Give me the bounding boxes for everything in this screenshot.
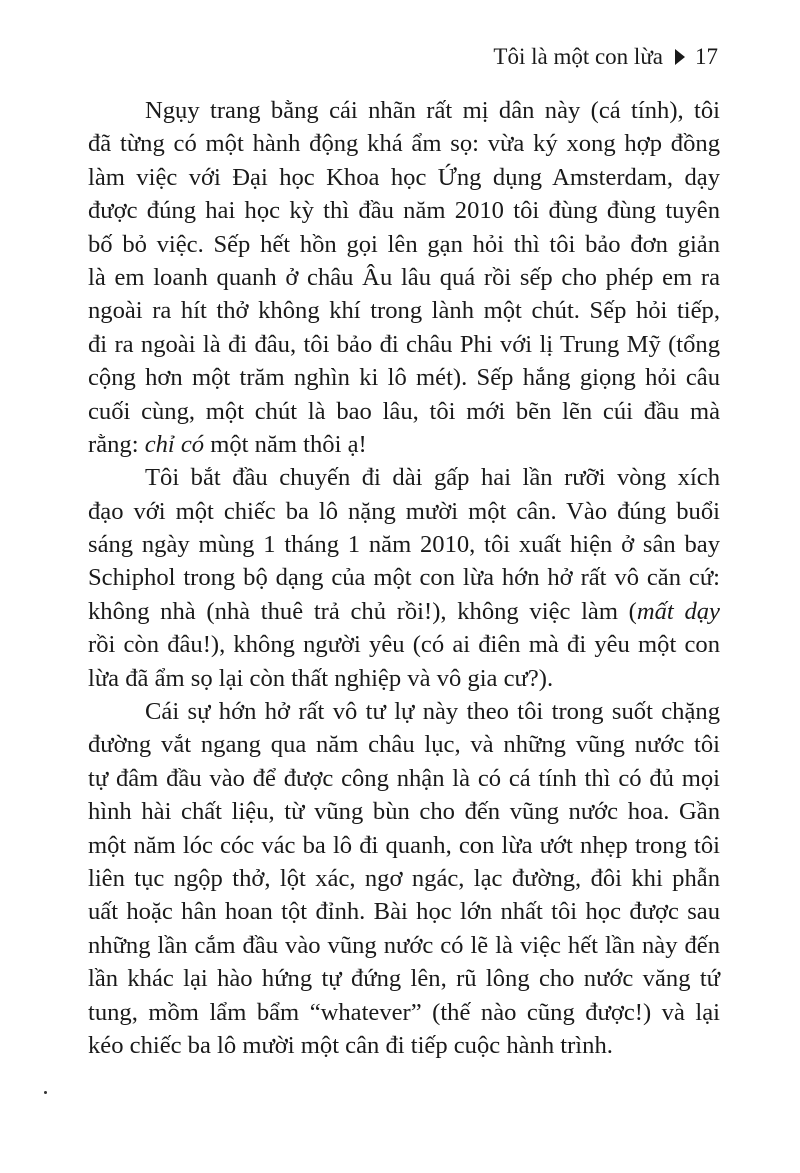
paragraph-3	[88, 695, 720, 1062]
text-line: là em loanh quanh ở châu Âu lâu quá rồi sếp cho phép em ra	[88, 263, 720, 291]
body-text	[88, 94, 720, 1062]
text-line: Schiphol trong bộ dạng của một con lừa hớn hở rất vô căn cứ:	[88, 564, 720, 592]
text-line: hình hài chất liệu, từ vũng bùn cho đến vũng nước hoa. Gần	[88, 798, 720, 826]
text-line: lần khác lại hào hứng tự đứng lên, rũ lông cho nước văng tứ	[88, 965, 720, 993]
text-line: rồi còn đâu!), không người yêu (có ai điên mà đi yêu một con	[88, 631, 720, 659]
paragraph-1	[88, 94, 720, 461]
text-line: Cái sự hớn hở rất vô tư lự này theo tôi trong suốt chặng	[145, 698, 720, 726]
text-line: kéo chiếc ba lô mười một cân đi tiếp cuộc hành trình.	[88, 1031, 613, 1059]
text-line: những lần cắm đầu vào vũng nước có lẽ là việc hết lần này đến	[88, 931, 720, 959]
scan-speck	[44, 1091, 47, 1094]
running-head	[493, 44, 718, 70]
text-line: Ngụy trang bằng cái nhãn rất mị dân này (cá tính), tôi	[145, 97, 720, 124]
page-number: 17	[695, 44, 718, 69]
text-line: một năm lóc cóc vác ba lô đi quanh, con lừa ướt nhẹp trong tôi	[88, 831, 720, 859]
text-line: ngoài ra hít thở không khí trong lành một chút. Sếp hỏi tiếp,	[88, 297, 720, 325]
text-line: đi ra ngoài là đi đâu, tôi bảo đi châu Phi với lị Trung Mỹ (tổng	[88, 330, 720, 358]
text-line: uất hoặc hân hoan tột đỉnh. Bài học lớn nhất tôi học được sau	[88, 898, 720, 926]
text-line: đạo với một chiếc ba lô nặng mười một cân. Vào đúng buổi	[88, 497, 720, 525]
running-head-title: Tôi là một con lừa	[493, 44, 663, 69]
paragraph-2	[88, 461, 720, 695]
text-line: liên tục ngộp thở, lột xác, ngơ ngác, lạc đường, đôi khi phẫn	[88, 864, 720, 892]
text-line: được đúng hai học kỳ thì đầu năm 2010 tôi đùng đùng tuyên	[88, 197, 720, 225]
text-line: không nhà (nhà thuê trả chủ rồi!), không việc làm (mất dạy	[88, 597, 720, 625]
text-line: Tôi bắt đầu chuyến đi dài gấp hai lần rưỡi vòng xích	[145, 464, 720, 492]
text-line: tung, mồm lẩm bẩm “whatever” (thế nào cũng được!) và lại	[88, 998, 720, 1026]
text-line: đường vắt ngang qua năm châu lục, và những vũng nước tôi	[88, 731, 720, 759]
text-line: cuối cùng, một chút là bao lâu, tôi mới bẽn lẽn cúi đầu mà	[88, 397, 720, 425]
text-line: sáng ngày mùng 1 tháng 1 năm 2010, tôi xuất hiện ở sân bay	[88, 531, 720, 559]
text-line: đã từng có một hành động khá ẩm sọ: vừa ký xong hợp đồng	[88, 130, 720, 158]
triangle-right-icon	[675, 49, 685, 65]
text-line: làm việc với Đại học Khoa học Ứng dụng Amsterdam, dạy	[88, 163, 720, 191]
text-line: tự đâm đầu vào để được công nhận là có cá tính thì có đủ mọi	[88, 764, 720, 792]
text-line: cộng hơn một trăm nghìn ki lô mét). Sếp hắng giọng hỏi câu	[88, 364, 720, 392]
text-line: lừa đã ẩm sọ lại còn thất nghiệp và vô gia cư?).	[88, 664, 554, 692]
italic-emphasis: mất dạy	[636, 597, 720, 625]
text-line: rằng: chỉ có một năm thôi ạ!	[88, 430, 367, 458]
text-line: bố bỏ việc. Sếp hết hồn gọi lên gạn hỏi thì tôi bảo đơn giản	[88, 230, 720, 258]
italic-emphasis: chỉ có	[144, 430, 205, 458]
